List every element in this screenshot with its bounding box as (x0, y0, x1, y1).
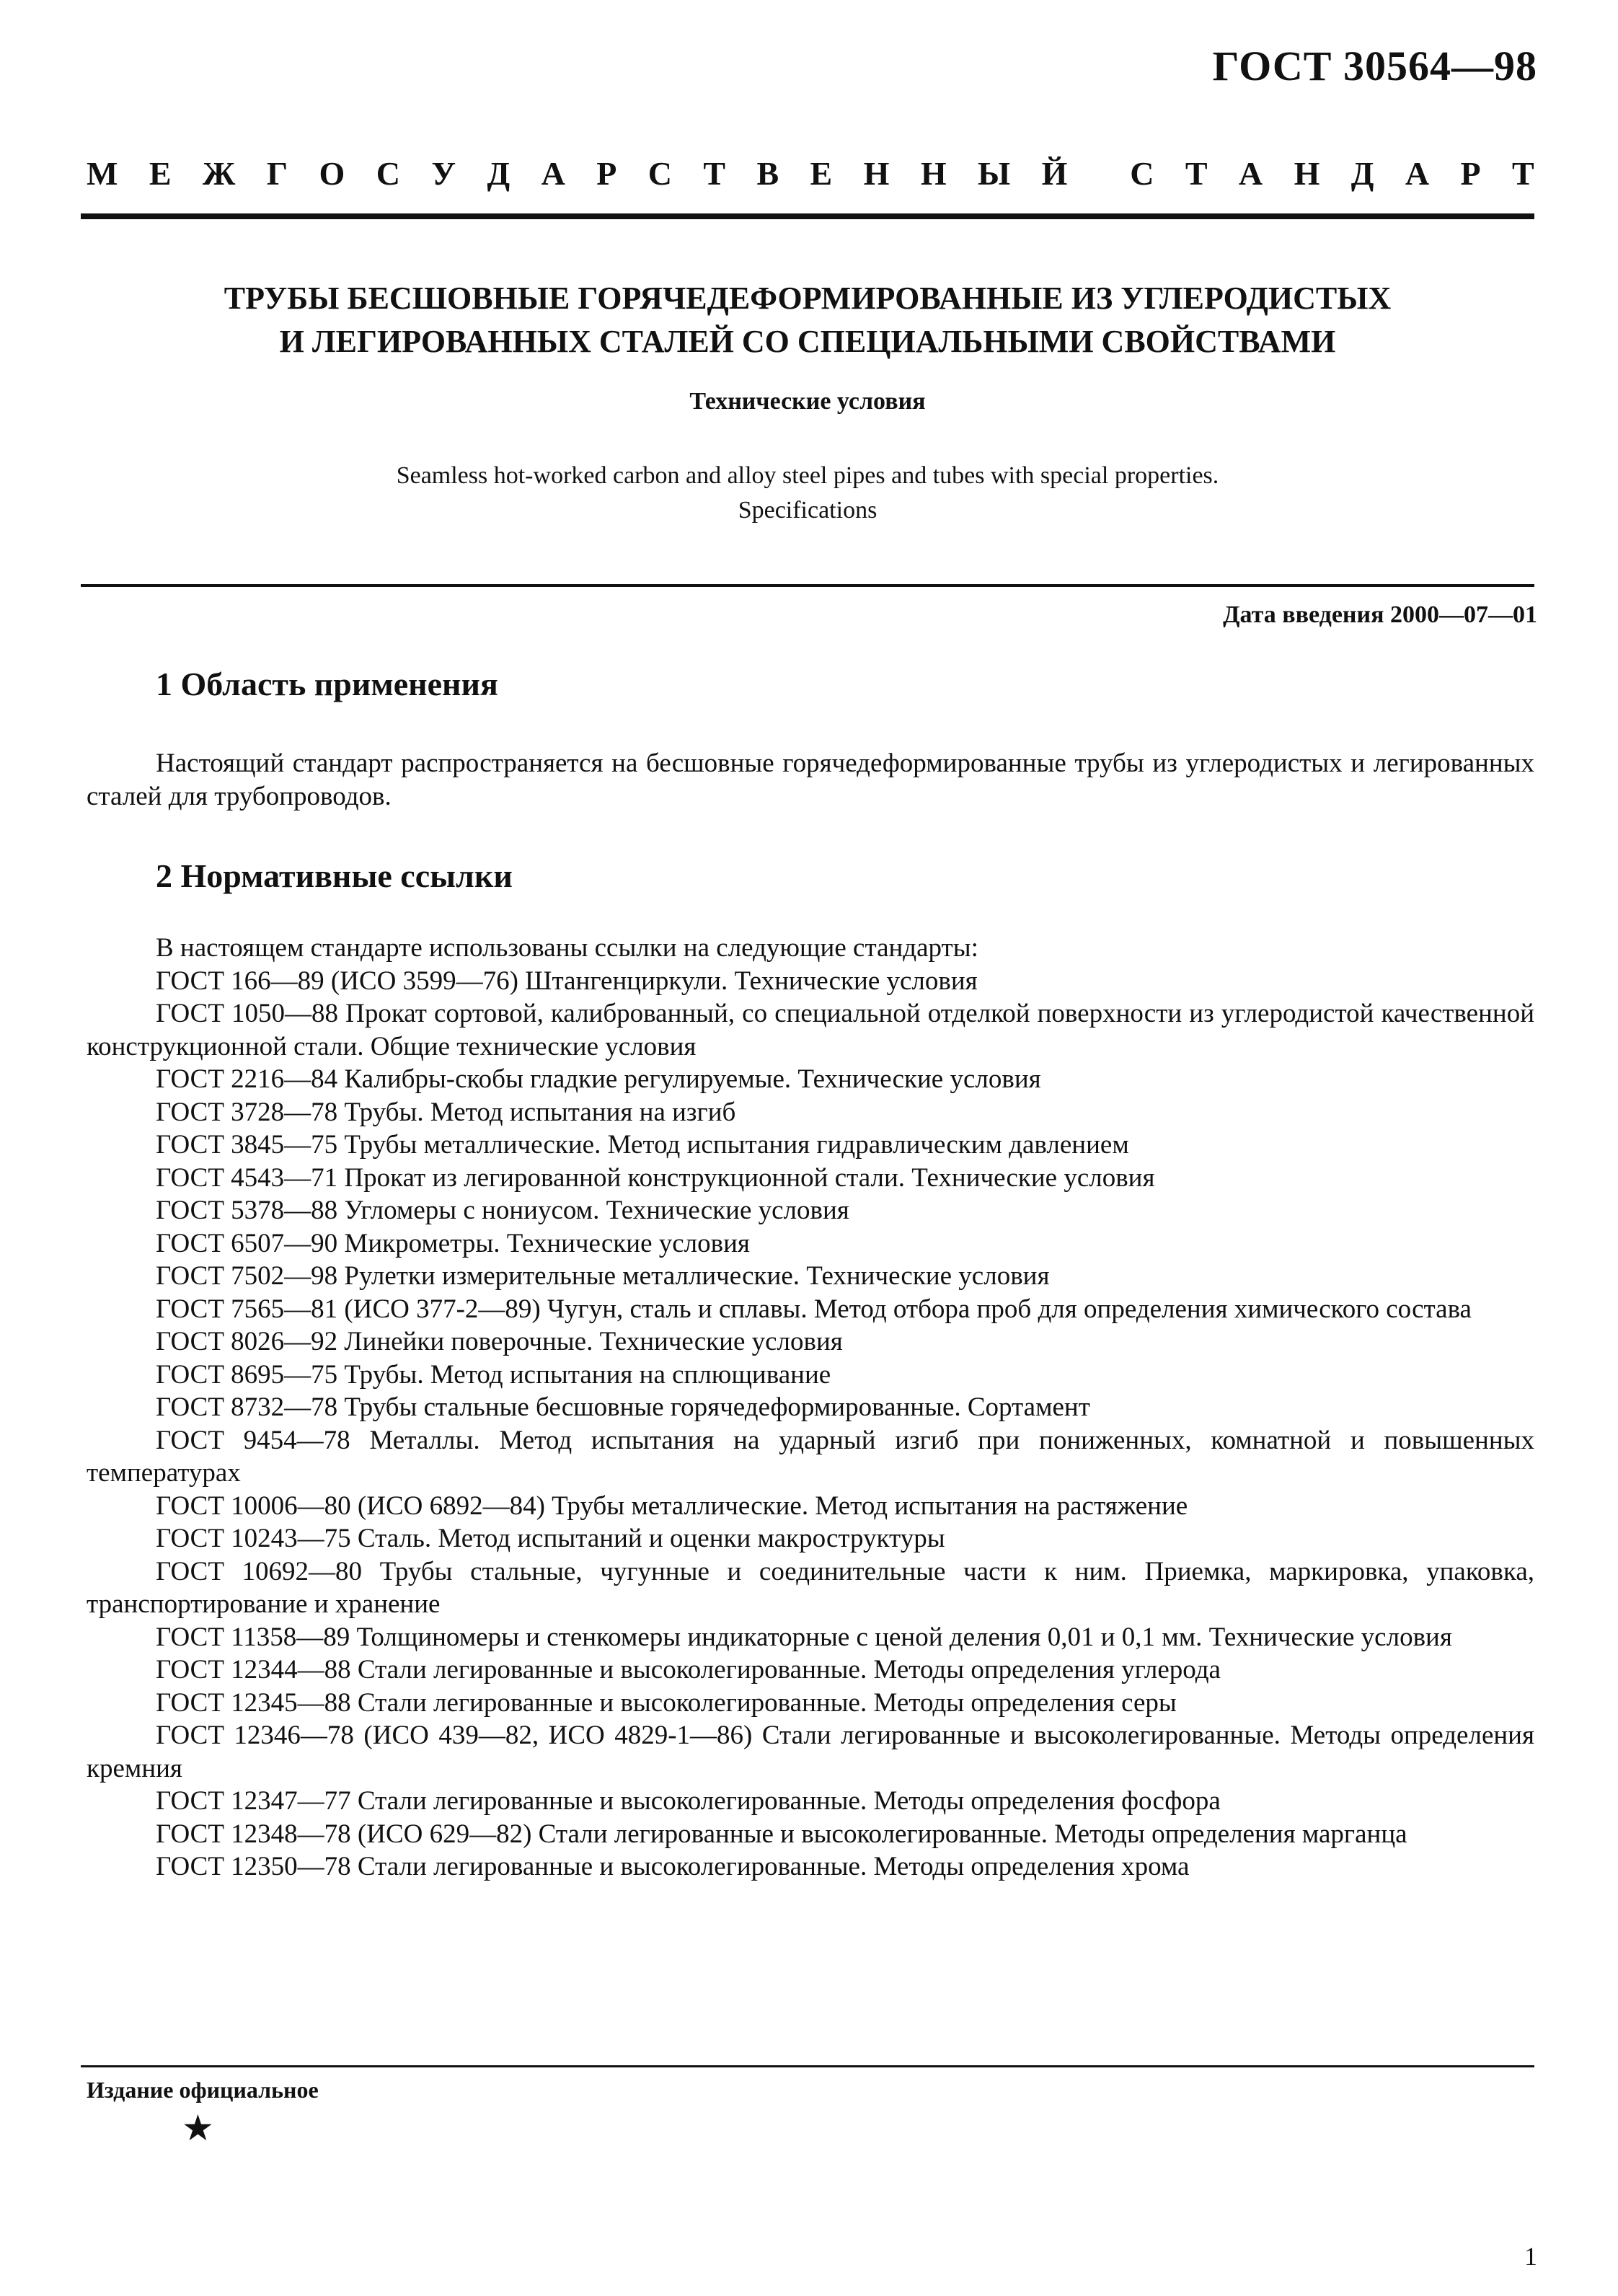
page-number: 1 (1524, 2242, 1537, 2271)
header-letter: А (1238, 155, 1263, 192)
header-letter: Р (1460, 155, 1481, 192)
english-title (81, 459, 1534, 528)
reference-item: ГОСТ 3845—75 Трубы металлические. Метод испытания гидравлическим давлением (156, 1130, 1129, 1160)
reference-item: ГОСТ 8695—75 Трубы. Метод испытания на сплющивание (156, 1359, 831, 1390)
standard-type-header (87, 157, 1534, 190)
section-1-body (87, 747, 1534, 813)
reference-item: ГОСТ 1050—88 Прокат сортовой, калиброванный, со специальной отделкой поверхности из углеродистой качественной конструкционной стали. Общие технические условия (87, 999, 1534, 1061)
english-title-line-1: Seamless hot-worked carbon and alloy steel pipes and tubes with special properties. (396, 462, 1219, 489)
reference-item: ГОСТ 12346—78 (ИСО 439—82, ИСО 4829-1—86) Стали легированные и высоколегированные. Методы определения кремния (87, 1721, 1534, 1783)
header-letter: Е (810, 155, 833, 192)
title-line-2: И ЛЕГИРОВАННЫХ СТАЛЕЙ СО СПЕЦИАЛЬНЫМИ СВОЙСТВАМИ (279, 324, 1336, 359)
title-divider (81, 584, 1534, 587)
header-letter: Г (266, 155, 288, 192)
reference-item: ГОСТ 6507—90 Микрометры. Технические условия (156, 1228, 750, 1258)
section-2-heading: 2 Нормативные ссылки (156, 857, 513, 894)
header-letter: Р (596, 155, 617, 192)
section-1-heading: 1 Область применения (156, 666, 498, 702)
header-letter: Т (1511, 155, 1534, 192)
header-letter: В (756, 155, 779, 192)
header-letter: Т (703, 155, 726, 192)
header-letter: Н (1294, 155, 1320, 192)
english-title-line-2: Specifications (738, 497, 877, 524)
header-letter: Н (863, 155, 890, 192)
header-letter: С (647, 155, 672, 192)
header-letter: У (431, 155, 456, 192)
header-letter: С (1130, 155, 1154, 192)
document-title (81, 277, 1534, 363)
reference-item: ГОСТ 7502—98 Рулетки измерительные металлические. Технические условия (156, 1261, 1050, 1291)
reference-item: ГОСТ 4543—71 Прокат из легированной конструкционной стали. Технические условия (156, 1162, 1155, 1193)
header-letter: А (1405, 155, 1430, 192)
references-list (87, 932, 1534, 1884)
reference-item: ГОСТ 3728—78 Трубы. Метод испытания на изгиб (156, 1097, 736, 1127)
document-subtitle: Технические условия (689, 388, 926, 415)
header-letter: О (319, 155, 345, 192)
title-line-1: ТРУБЫ БЕСШОВНЫЕ ГОРЯЧЕДЕФОРМИРОВАННЫЕ ИЗ УГЛЕРОДИСТЫХ (224, 281, 1392, 316)
header-letter: Д (487, 155, 510, 192)
header-letter: М (87, 155, 118, 192)
reference-item: ГОСТ 8732—78 Трубы стальные бесшовные горячедеформированные. Сортамент (156, 1392, 1090, 1422)
reference-item: ГОСТ 10692—80 Трубы стальные, чугунные и соединительные части к ним. Приемка, маркировка, упаковка, транспортирование и хранение (87, 1556, 1534, 1619)
reference-item: ГОСТ 8026—92 Линейки поверочные. Технические условия (156, 1327, 843, 1356)
header-letter: С (376, 155, 400, 192)
reference-item: ГОСТ 10243—75 Сталь. Метод испытаний и оценки макроструктуры (156, 1524, 945, 1553)
reference-item: ГОСТ 5378—88 Угломеры с нониусом. Технические условия (156, 1196, 849, 1225)
reference-item: ГОСТ 12348—78 (ИСО 629—82) Стали легированные и высоколегированные. Методы определения марганца (156, 1819, 1407, 1849)
reference-item: ГОСТ 12345—88 Стали легированные и высоколегированные. Методы определения серы (156, 1687, 1177, 1718)
reference-item: ГОСТ 7565—81 (ИСО 377-2—89) Чугун, сталь и сплавы. Метод отбора проб для определения химического состава (156, 1294, 1472, 1324)
introduction-date: Дата введения 2000—07—01 (1223, 601, 1537, 628)
header-letter: Д (1350, 155, 1374, 192)
header-divider (81, 213, 1534, 219)
header-letter: Н (920, 155, 947, 192)
reference-item: ГОСТ 2216—84 Калибры-скобы гладкие регулируемые. Технические условия (156, 1064, 1041, 1094)
header-letter: Ж (202, 155, 236, 192)
edition-label: Издание официальное (87, 2077, 319, 2103)
footer-divider (81, 2065, 1534, 2067)
reference-item: ГОСТ 12344—88 Стали легированные и высоколегированные. Методы определения углерода (156, 1655, 1221, 1685)
header-letter: А (541, 155, 565, 192)
document-code: ГОСТ 30564—98 (1212, 43, 1537, 89)
section-1-paragraph: Настоящий стандарт распространяется на бесшовные горячедеформированные трубы из углеродистых и легированных сталей для трубопроводов. (87, 749, 1534, 811)
reference-item: ГОСТ 9454—78 Металлы. Метод испытания на ударный изгиб при пониженных, комнатной и повышенных температурах (87, 1425, 1534, 1488)
reference-item: ГОСТ 11358—89 Толщиномеры и стенкомеры индикаторные с ценой деления 0,01 и 0,1 мм. Технические условия (156, 1622, 1452, 1652)
header-letter: Ы (978, 155, 1011, 192)
header-letter: Е (149, 155, 172, 192)
reference-item: ГОСТ 166—89 (ИСО 3599—76) Штангенциркули. Технические условия (156, 966, 978, 996)
reference-item: ГОСТ 12350—78 Стали легированные и высоколегированные. Методы определения хрома (156, 1852, 1190, 1881)
header-letter: Й (1041, 155, 1068, 192)
reference-item: ГОСТ 12347—77 Стали легированные и высоколегированные. Методы определения фосфора (156, 1786, 1221, 1816)
star-icon: ★ (182, 2108, 214, 2148)
references-intro: В настоящем стандарте использованы ссылки на следующие стандарты: (156, 933, 978, 963)
header-letter: Т (1185, 155, 1208, 192)
reference-item: ГОСТ 10006—80 (ИСО 6892—84) Трубы металлические. Метод испытания на растяжение (156, 1491, 1188, 1521)
